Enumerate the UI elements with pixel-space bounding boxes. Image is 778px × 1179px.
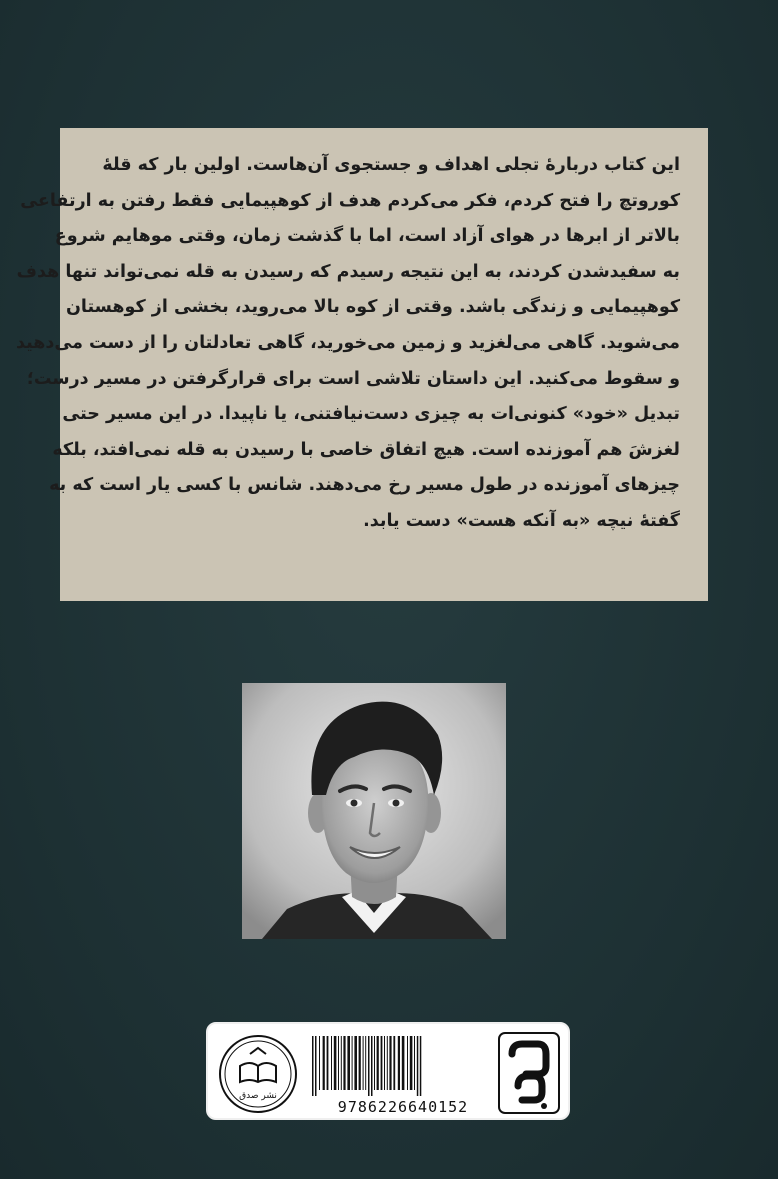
barcode-bar <box>341 1036 342 1090</box>
barcode-bar <box>381 1036 383 1090</box>
barcode-bar <box>374 1036 375 1090</box>
barcode-bar <box>389 1036 391 1090</box>
blurb-line: این کتاب دربارهٔ تجلی اهداف و جستجوی آن‌هاست. اولین بار که قلهٔ <box>102 155 680 175</box>
blurb-line: تبدیل «خود» کنونی‌ات به چیزی دست‌نیافتنی، یا ناپیدا. در این مسیر حتی <box>62 404 680 425</box>
publisher-emblem-text: نشر صدق <box>239 1091 277 1101</box>
barcode-bar <box>319 1036 320 1090</box>
back-cover-blurb <box>16 148 680 540</box>
barcode-bar <box>365 1036 366 1090</box>
barcode-bar <box>354 1036 357 1090</box>
barcode-bar <box>363 1036 364 1090</box>
imprint-logo-icon <box>498 1032 560 1114</box>
barcode-bar <box>398 1036 400 1090</box>
barcode-bar <box>407 1036 408 1090</box>
blurb-line: می‌شوید. گاهی می‌لغزید و زمین می‌خورید، گاهی تعادلتان را از دست می‌دهید <box>16 332 680 353</box>
barcode-bar <box>347 1036 350 1090</box>
blurb-line: لغزشَ هم آموزنده است. هیچ اتفاق خاصی با رسیدن به قله نمی‌افتد، بلکه <box>52 439 680 460</box>
back-cover-blurb-panel <box>16 128 708 601</box>
barcode-bar <box>402 1036 405 1090</box>
barcode-bar <box>377 1036 379 1090</box>
barcode-bar <box>393 1036 395 1090</box>
author-photo <box>242 683 506 939</box>
publisher-emblem-icon <box>216 1032 300 1116</box>
barcode-label <box>206 1022 570 1120</box>
blurb-line: و سقوط می‌کنید. این داستان تلاشی است برای قرارگرفتن در مسیر درست؛ <box>26 368 680 389</box>
barcode-bar <box>384 1036 385 1090</box>
barcode-bars <box>308 1036 498 1096</box>
barcode-bar <box>323 1036 325 1090</box>
isbn-barcode <box>308 1036 498 1116</box>
barcode-bar <box>343 1036 345 1090</box>
barcode-bar <box>327 1036 329 1090</box>
barcode-bar <box>359 1036 361 1090</box>
blurb-line: به سفیدشدن کردند، به این نتیجه رسیدم که رسیدن به قله نمی‌تواند تنها هدف <box>16 261 680 282</box>
barcode-bar <box>368 1036 370 1096</box>
barcode-bar <box>414 1036 415 1090</box>
blurb-line: بالاتر از ابرها در هوای آزاد است، اما با گذشت زمان، وقتی موهایم شروع <box>54 226 680 247</box>
barcode-bar <box>338 1036 339 1090</box>
barcode-bar <box>420 1036 422 1096</box>
barcode-bar <box>410 1036 413 1090</box>
barcode-bar <box>334 1036 337 1090</box>
barcode-bar <box>417 1036 419 1096</box>
blurb-line: چیزهای آموزنده در طول مسیر رخ می‌دهند. شانس با کسی یار است که به <box>49 475 680 496</box>
blurb-line: کوروتچ را فتح کردم، فکر می‌کردم هدف از کوهپیمایی فقط رفتن به ارتفاعی <box>20 190 680 211</box>
barcode-bar <box>387 1036 388 1090</box>
barcode-bar <box>331 1036 332 1090</box>
barcode-bar <box>312 1036 314 1096</box>
barcode-bar <box>371 1036 373 1096</box>
isbn-number: 9786226640152 <box>337 1098 469 1116</box>
barcode-bar <box>315 1036 317 1096</box>
barcode-bar <box>352 1036 353 1090</box>
blurb-line: گفتهٔ نیچه «به آنکه هست» دست یابد. <box>363 510 680 531</box>
blurb-line: کوهپیمایی و زندگی باشد. وقتی از کوه بالا می‌روید، بخشی از کوهستان <box>65 297 680 318</box>
